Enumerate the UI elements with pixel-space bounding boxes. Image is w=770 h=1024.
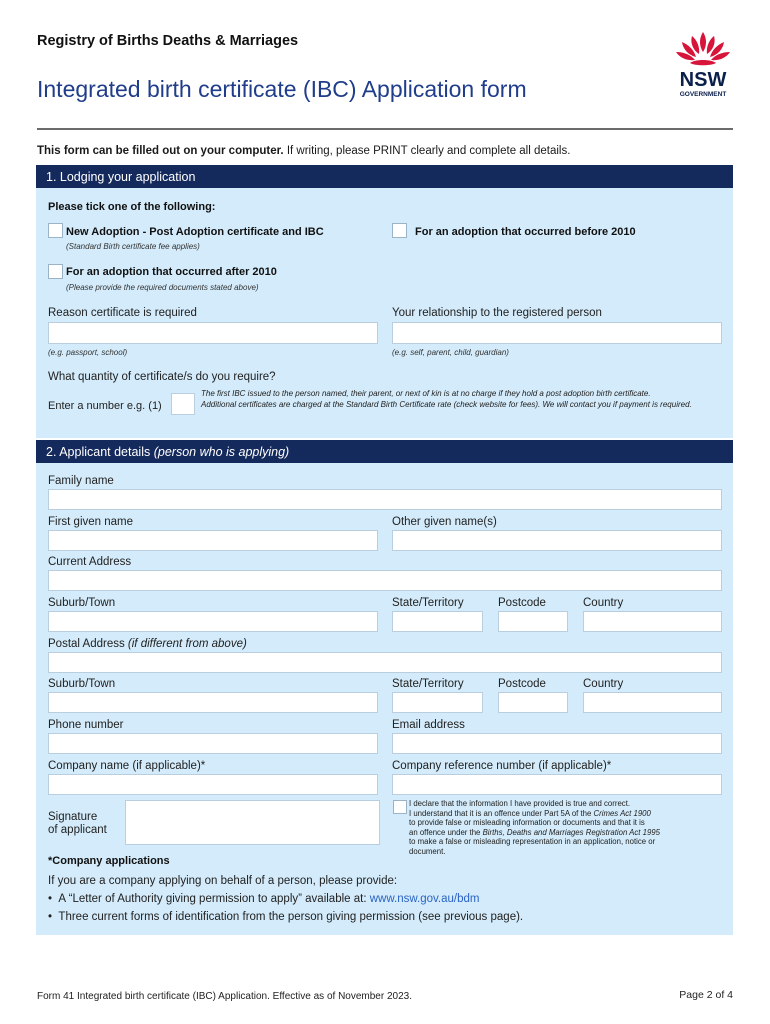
tick-prompt: Please tick one of the following: [48, 201, 216, 213]
phone-input[interactable] [48, 733, 378, 754]
relationship-input[interactable] [392, 322, 722, 344]
logo-subtext: GOVERNMENT [679, 91, 727, 98]
postal-address-label [48, 638, 247, 650]
bdm-link[interactable]: www.nsw.gov.au/bdm [369, 893, 480, 905]
option-new-adoption-note: (Standard Birth certificate fee applies) [66, 242, 200, 251]
intro-rest: If writing, please PRINT clearly and complete all details. [283, 145, 571, 157]
postcode-label: Postcode [498, 597, 546, 609]
option-before-2010-label: For an adoption that occurred before 2010 [415, 226, 636, 238]
quantity-question: What quantity of certificate/s do you require? [48, 371, 276, 383]
section-2-heading [36, 440, 733, 463]
section-applicant [36, 440, 733, 935]
postal-postcode-input[interactable] [498, 692, 568, 713]
declaration-line-4a: an offence under the [409, 827, 483, 837]
bullet-letter-of-authority [48, 893, 479, 905]
declaration-line-5: to make a false or misleading representation in an application, notice or [409, 837, 656, 846]
declaration-line-4 [409, 828, 724, 838]
signature-box[interactable] [125, 800, 380, 845]
company-name-input[interactable] [48, 774, 378, 795]
header-divider [37, 128, 733, 130]
option-after-2010-note: (Please provide the required documents stated above) [66, 283, 259, 292]
option-new-adoption-label: New Adoption - Post Adoption certificate and IBC [66, 226, 324, 238]
current-address-input[interactable] [48, 570, 722, 591]
footer-form-info: Form 41 Integrated birth certificate (IBC) Application. Effective as of November 2023. [37, 991, 412, 1002]
postal-country-label: Country [583, 678, 624, 690]
reason-label: Reason certificate is required [48, 307, 197, 319]
bullet1-text: A “Letter of Authority giving permission to apply” available at: [58, 893, 370, 905]
declaration-line-1: I declare that the information I have provided is true and correct. [409, 799, 631, 808]
postal-suburb-input[interactable] [48, 692, 378, 713]
reason-input[interactable] [48, 322, 378, 344]
company-name-label: Company name (if applicable)* [48, 760, 206, 772]
email-input[interactable] [392, 733, 722, 754]
quantity-note-1: The first IBC issued to the person named, their parent, or next of kin is at no charge if they hold a post adoption birth certificate. [201, 389, 651, 398]
other-names-input[interactable] [392, 530, 722, 551]
section-2-heading-italic: (person who is applying) [153, 445, 290, 459]
postal-address-input[interactable] [48, 652, 722, 673]
checkbox-before-2010[interactable] [392, 223, 407, 238]
country-input[interactable] [583, 611, 722, 632]
bullet2-text: Three current forms of identification from the person giving permission (see previous page). [58, 911, 524, 923]
section-lodging [36, 165, 733, 438]
first-name-label: First given name [48, 516, 134, 528]
first-name-input[interactable] [48, 530, 378, 551]
checkbox-new-adoption[interactable] [48, 223, 63, 238]
suburb-label: Suburb/Town [48, 597, 116, 609]
declaration-line-2 [409, 809, 724, 819]
company-ref-input[interactable] [392, 774, 722, 795]
quantity-note-2: Additional certificates are charged at the Standard Birth Certificate rate (check website for fees). We will contact you if payment is required. [201, 400, 692, 409]
page-title: Integrated birth certificate (IBC) Application form [37, 76, 527, 102]
signature-label-1: Signature [48, 811, 98, 823]
postal-state-input[interactable] [392, 692, 483, 713]
family-name-label: Family name [48, 475, 114, 487]
postal-suburb-label: Suburb/Town [48, 678, 116, 690]
section-2-heading-main: 2. Applicant details [46, 445, 151, 459]
declaration-line-2a: I understand that it is an offence under Part 5A of the [409, 808, 594, 818]
checkbox-after-2010[interactable] [48, 264, 63, 279]
postal-address-text: Postal Address [48, 638, 125, 650]
state-input[interactable] [392, 611, 483, 632]
declaration-checkbox[interactable] [393, 800, 407, 814]
postal-country-input[interactable] [583, 692, 722, 713]
declaration-line-6: document. [409, 846, 446, 856]
quantity-label: Enter a number e.g. (1) [48, 400, 162, 412]
declaration-bdm-act: Births, Deaths and Marriages Registration Act 1995 [482, 827, 660, 837]
intro-text [37, 145, 570, 157]
family-name-input[interactable] [48, 489, 722, 510]
page-number: Page 2 of 4 [679, 989, 733, 1001]
quantity-input[interactable] [171, 393, 195, 415]
section-1-heading: 1. Lodging your application [36, 165, 733, 188]
company-applications-heading: *Company applications [48, 855, 170, 867]
bullet-icon: • [48, 893, 59, 905]
declaration-crimes-act: Crimes Act 1900 [593, 808, 651, 818]
postcode-input[interactable] [498, 611, 568, 632]
reason-hint: (e.g. passport, school) [48, 348, 128, 357]
logo-wordmark: NSW [679, 69, 727, 91]
phone-label: Phone number [48, 719, 124, 731]
relationship-hint: (e.g. self, parent, child, guardian) [392, 348, 509, 357]
declaration-line-3: to provide false or misleading information or documents and that it is [409, 818, 645, 827]
registry-name: Registry of Births Deaths & Marriages [37, 33, 299, 49]
bullet-icon: • [48, 911, 59, 923]
declaration-text [409, 799, 724, 856]
country-label: Country [583, 597, 624, 609]
bullet-identification [48, 911, 523, 923]
postal-address-italic: (if different from above) [127, 638, 247, 650]
quantity-note [201, 388, 721, 410]
signature-label-2: of applicant [48, 824, 107, 836]
intro-bold: This form can be filled out on your computer. [37, 145, 284, 157]
company-intro: If you are a company applying on behalf of a person, please provide: [48, 875, 398, 887]
state-label: State/Territory [392, 597, 464, 609]
company-ref-label: Company reference number (if applicable)* [392, 760, 612, 772]
current-address-label: Current Address [48, 556, 132, 568]
suburb-input[interactable] [48, 611, 378, 632]
nsw-government-logo [668, 30, 738, 102]
relationship-label: Your relationship to the registered person [392, 307, 602, 319]
email-label: Email address [392, 719, 465, 731]
other-names-label: Other given name(s) [392, 516, 497, 528]
postal-state-label: State/Territory [392, 678, 464, 690]
option-after-2010-label: For an adoption that occurred after 2010 [66, 266, 277, 278]
postal-postcode-label: Postcode [498, 678, 546, 690]
